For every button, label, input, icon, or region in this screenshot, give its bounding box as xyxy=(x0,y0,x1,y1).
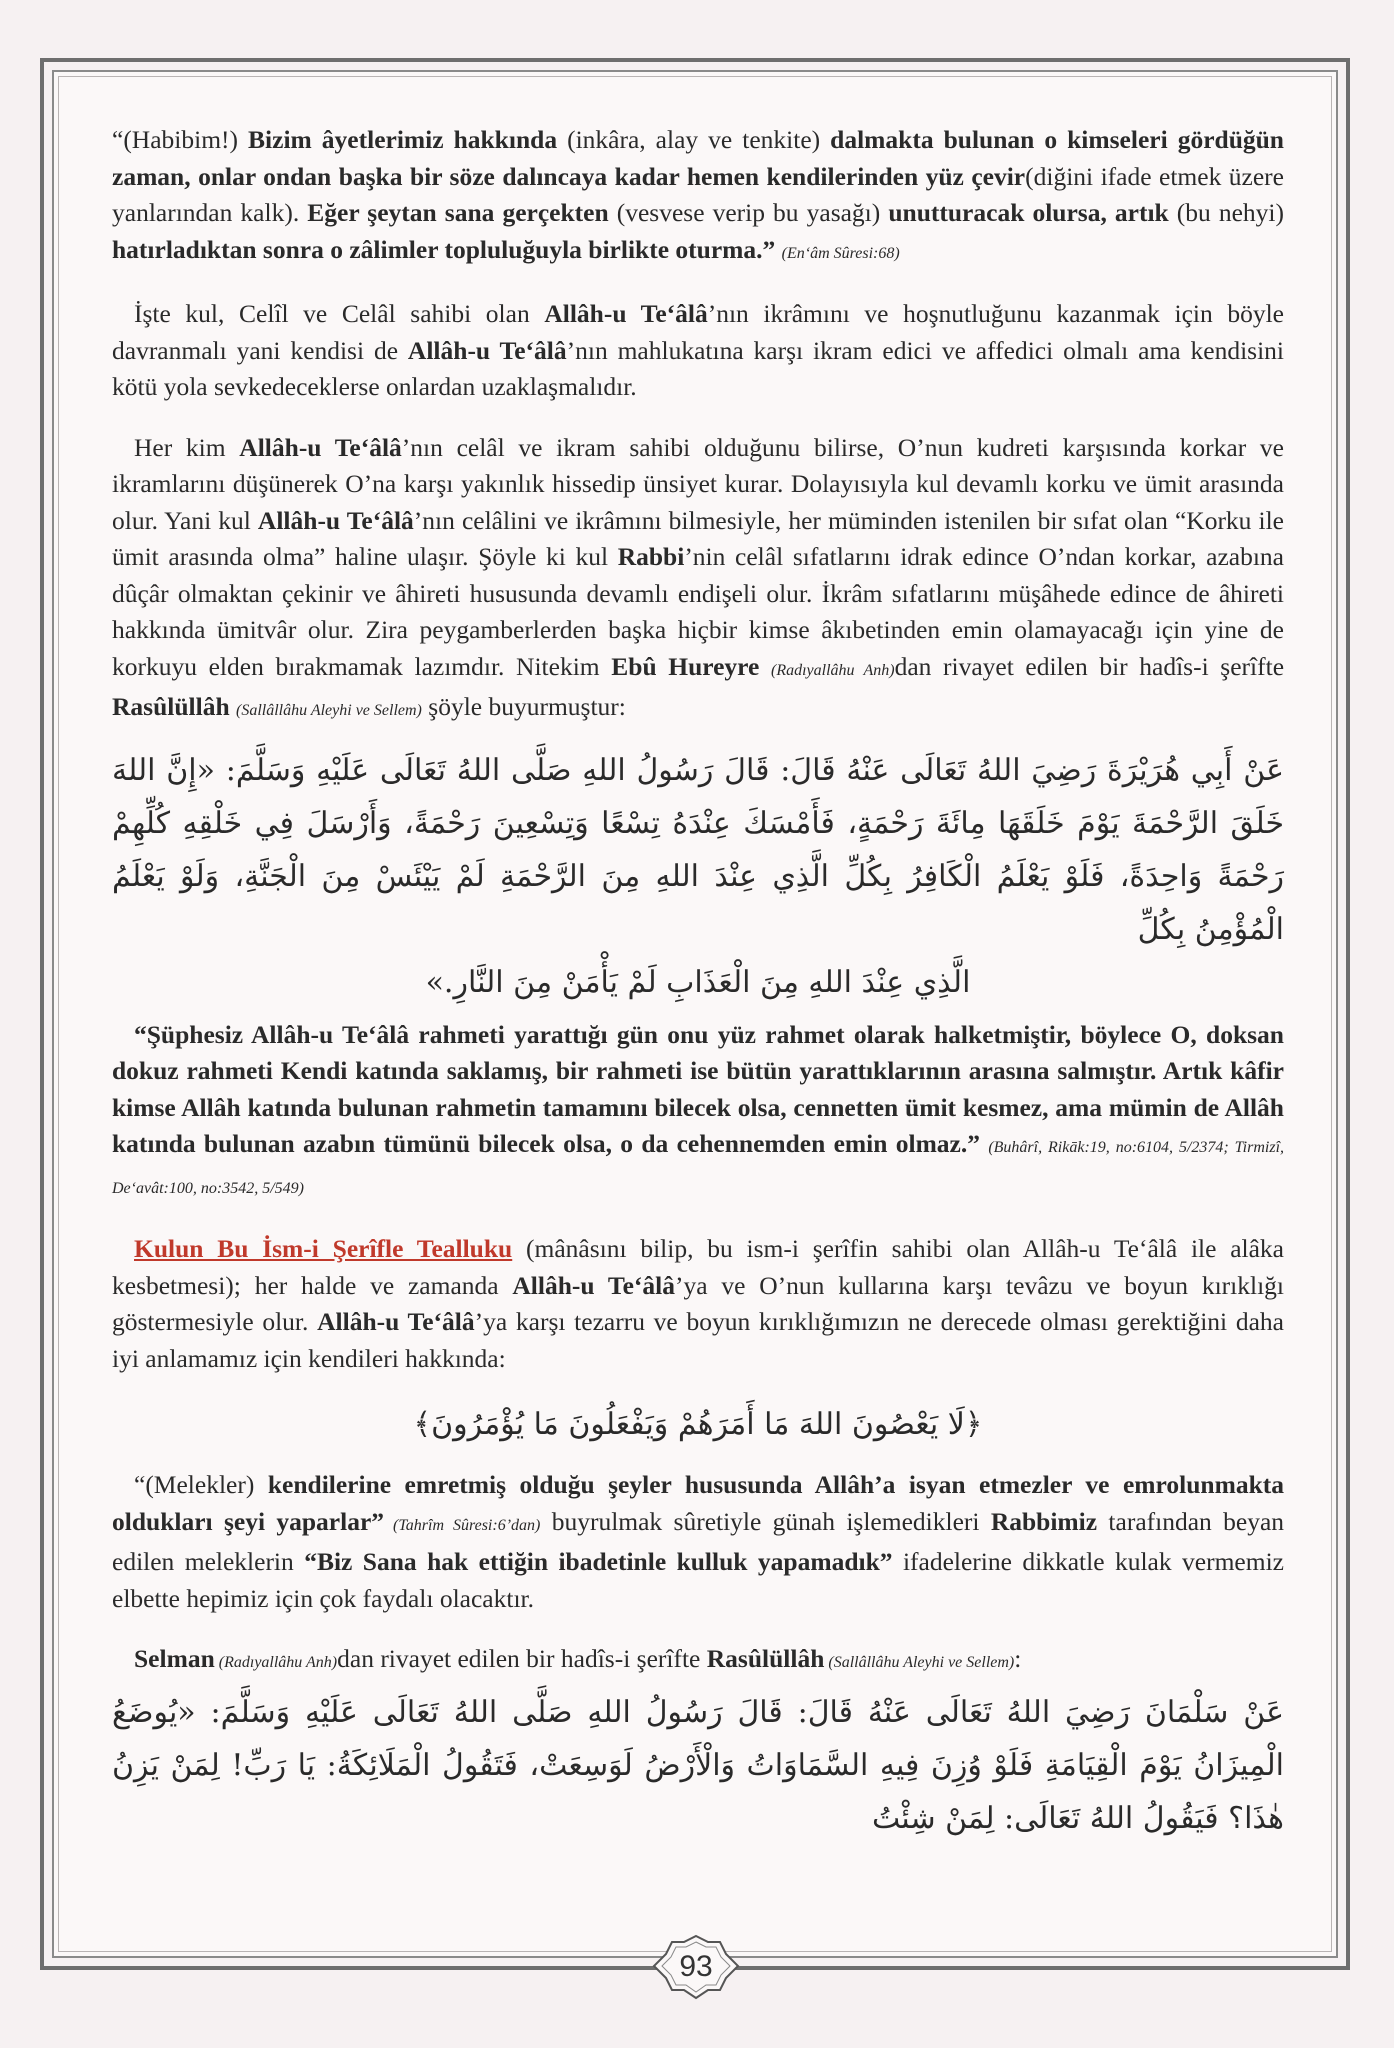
citation: (En‘âm Sûresi:68) xyxy=(781,244,900,262)
page-number: 93 xyxy=(679,1950,713,1983)
arabic-verse: ﴿لَا يَعْصُونَ اللهَ مَا أَمَرَهُمْ وَيَفْعَلُونَ مَا يُؤْمَرُونَ﴾ xyxy=(413,1407,983,1442)
body-paragraph: Selman (Radıyallâhu Anh)dan rivayet edilen bir hadîs-i şerîfte Rasûlüllâh (Sallâllâhu Aleyhi ve Sellem): xyxy=(134,1644,1022,1673)
body-paragraph: İşte kul, Celîl ve Celâl sahibi olan Allâh-u Te‘âlâ’nın ikrâmını ve hoşnutluğunu kazanmak için böyle davranmalı yani kendisi de Allâh-u Te‘âlâ’nın mahlukatına karşı ikram edici ve affedici olmalı ama kendisini kötü yola sevkedeceklerse onlardan uzaklaşmalıdır. xyxy=(112,299,1285,401)
body-paragraph: Her kim Allâh-u Te‘âlâ’nın celâl ve ikram sahibi olduğunu bilirse, O’nun kudreti karşısında korkar ve ikramlarını düşünerek O’na karşı yakınlık hissedip ünsiyet kurar. Dolayısıyla kul devamlı korku ve ümit arasında olur. Yani kul Allâh-u Te‘âlâ’nın celâlini ve ikrâmını bilmesiyle, her müminden istenilen bir sıfat olan “Korku ile ümit arasında olma” haline ulaşır. Şöyle ki kul Rabbi’nin celâl sıfatlarını idrak edince O’ndan korkar, azabına dûçâr olmaktan çekinir ve âhireti hususunda devamlı endişeli olur. İkrâm sıfatlarını müşâhede edince de âhireti hakkında ümitvâr olur. Zira peygamberlerden başka hiçbir kimse âkıbetinden emin olamayacağı için yine de korkuyu elden bırakmamak lazımdır. Nitekim Ebû Hureyre (Radıyallâhu Anh)dan rivayet edilen bir hadîs-i şerîfte Rasûlüllâh (Sallâllâhu Aleyhi ve Sellem) şöyle buyurmuştur: xyxy=(112,432,1285,721)
section-heading-link: Kulun Bu İsm-i Şerîfle Tealluku xyxy=(134,1234,513,1263)
hadith-translation-paragraph: “Şüphesiz Allâh-u Te‘âlâ rahmeti yarattığı gün onu yüz rahmet olarak halketmiştir, böylece O, doksan dokuz rahmeti Kendi katında saklamış, bir rahmeti ise bütün yarattıklarının arasına salmıştır. Artık kâfir kimse Allâh katında bulunan rahmetin tamamını bilecek olsa, cennetten ümit kesmez, ama mümin de Allâh katında bulunan azabın tümünü bilecek olsa, o da cehennemden emin olmaz.” (Buhârî, Rikāk:19, no:6104, 5/2374; Tirmizî, De‘avât:100, no:3542, 5/549) xyxy=(112,1019,1285,1197)
body-paragraph: “(Melekler) kendilerine emretmiş olduğu şeyler hususunda Allâh’a isyan etmezler ve emrolunmakta oldukları şeyi yaparlar” (Tahrîm Sûresi:6’dan) buyrulmak sûretiyle günah işlemedikleri Rabbimiz tarafından beyan edilen meleklerin “Biz Sana hak ettiğin ibadetinle kulluk yapamadık” ifadelerine dikkatle kulak vermemiz elbette hepimiz için çok faydalı olacaktır. xyxy=(112,1470,1285,1613)
body-paragraph: Kulun Bu İsm-i Şerîfle Tealluku (mânâsını bilip, bu ism-i şerîfin sahibi olan Allâh-u Te‘âlâ ile alâka kesbetmesi); her halde ve zamanda Allâh-u Te‘âlâ’ya ve O’nun kullarına karşı tevâzu ve boyun kırıklığı göstermesiyle olur. Allâh-u Te‘âlâ’ya karşı tezarru ve boyun kırıklığımızın ne derecede olması gerektiğini daha iyi anlamamız için kendileri hakkında: xyxy=(112,1234,1284,1373)
arabic-hadith-text: عَنْ أَبِي هُرَيْرَةَ رَضِيَ اللهُ تَعَالَى عَنْهُ قَالَ: قَالَ رَسُولُ اللهِ صَلَّى اللهُ تَعَالَى عَلَيْهِ وَسَلَّمَ: «إِنَّ اللهَ خَلَقَ الرَّحْمَةَ يَوْمَ خَلَقَهَا مِائَةَ رَحْمَةٍ، فَأَمْسَكَ عِنْدَهُ تِسْعًا وَتِسْعِينَ رَحْمَةً، وَأَرْسَلَ فِي خَلْقِهِ كُلِّهِمْ رَحْمَةً وَاحِدَةً، فَلَوْ يَعْلَمُ الْكَافِرُ بِكُلِّ الَّذِي عِنْدَ اللهِ مِنَ الرَّحْمَةِ لَمْ يَيْئَسْ مِنَ الْجَنَّةِ، وَلَوْ يَعْلَمُ الْمُؤْمِنُ بِكُلِّ الَّذِي عِنْدَ اللهِ مِنَ الْعَذَابِ لَمْ يَأْمَنْ مِنَ النَّارِ.» xyxy=(112,752,1284,1000)
arabic-hadith-text: عَنْ سَلْمَانَ رَضِيَ اللهُ تَعَالَى عَنْهُ قَالَ: قَالَ رَسُولُ اللهِ صَلَّى اللهُ تَعَالَى عَلَيْهِ وَسَلَّمَ: «يُوضَعُ الْمِيزَانُ يَوْمَ الْقِيَامَةِ فَلَوْ وُزِنَ فِيهِ السَّمَاوَاتُ وَالْأَرْضُ لَوَسِعَتْ، فَتَقُولُ الْمَلَائِكَةُ: يَا رَبِّ! لِمَنْ يَزِنُ هٰذَا؟ فَيَقُولُ اللهُ تَعَالَى: لِمَنْ شِئْتُ xyxy=(112,1694,1284,1836)
citation: (Buhârî, Rikāk:19, no:6104, 5/2374; Tirmizî, De‘avât:100, no:3542, 5/549) xyxy=(112,1139,1285,1197)
page-number-ornament xyxy=(646,1932,746,2002)
page-content xyxy=(112,122,1284,1853)
verse-translation-paragraph: “(Habibim!) Bizim âyetlerimiz hakkında (inkâra, alay ve tenkite) dalmakta bulunan o kimseleri gördüğün zaman, onlar ondan başka bir söze dalıncaya kadar hemen kendilerinden yüz çevir(diğini ifade etmek üzere yanlarından kalk). Eğer şeytan sana gerçekten (vesvese verip bu yasağı) unutturacak olursa, artık (bu nehyi) hatırladıktan sonra o zâlimler topluluğuyla birlikte oturma.” (En‘âm Sûresi:68) xyxy=(112,125,1285,264)
